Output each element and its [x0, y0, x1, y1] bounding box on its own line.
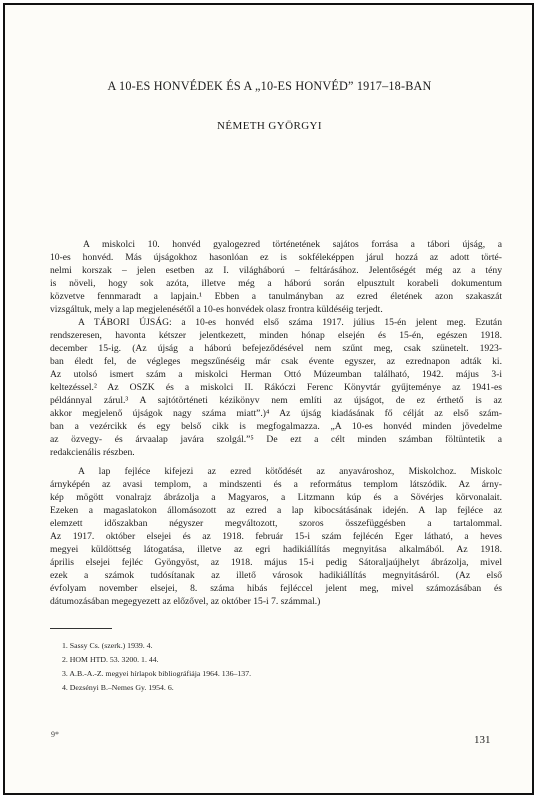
page-number: 131 — [474, 734, 491, 746]
footnote: 3. A.B.-A.-Z. megyei hírlapok bibliográfiája 1964. 136–137. — [62, 669, 252, 678]
body-line: keltezéssel.² Az OSZK és a miskolci II. Rákóczi Ferenc Könyvtár gyűjteménye az 1941-es — [50, 382, 502, 393]
body-line: ban a vezércikk és egy belső cikk is megfogalmazza. „A 10-es honvéd minden jövedelme — [50, 421, 502, 432]
body-line: közvetve fennmaradt a lapjain.¹ Ebben a tanulmányban az ezred életének azon szakaszát — [50, 291, 502, 302]
body-line: A lap fejléce kifejezi az ezred kötődését az anyavároshoz, Miskolchoz. Miskolc — [78, 466, 502, 477]
article-author: NÉMETH GYÖRGYI — [217, 120, 322, 132]
signature-mark: 9* — [51, 730, 59, 739]
body-line: az özvegy- és árvaalap javára szolgál.”⁵ De ezt a célt minden számban föltüntetik a — [50, 434, 502, 445]
body-line: évfolyam november elsejei, 8. száma hibás fejléccel jelent meg, mivel számozásában és — [50, 583, 502, 594]
body-line: ban éledt fel, de végleges megszűnéséig már csak évente egyszer, az ezrednapon adták ki. — [50, 356, 502, 367]
body-line: megyei küldöttség látogatása, illetve az egri hadikiállítás megnyitása alkalmából. Az 1918. — [50, 544, 502, 555]
body-line: április elsejei fejléc Gyöngyöst, az 1918. május 15-i pedig Sátoraljaújhelyt ábrázolja, mivel — [50, 557, 502, 568]
body-line: A TÁBORI ÚJSÁG: a 10-es honvéd első száma 1917. július 15-én jelent meg. Ezután — [78, 317, 502, 328]
body-line: vizsgáltuk, mely a lap megjelenésétől a 10-es honvédek olasz frontra küldéséig terjedt. — [50, 304, 383, 315]
body-line: elemzett időszakban négyszer megváltozott, szoros összefüggésben a tartalommal. — [50, 518, 502, 529]
body-line: példánnyal zárul.³ A sajtótörténeti kézikönyv nem említi az újságot, de ez érthető is az — [50, 395, 502, 406]
body-line: ezek a számok tudósítanak az illető városok hadikiállítás megnyitásáról. (Az első — [50, 570, 502, 581]
body-line: Ezeken a magaslatokon állomásozott az ezred a lap kibocsátásának idején. A lap fejléce az — [50, 505, 502, 516]
body-line: kép mögött vonalrajz ábrázolja a Magyaros, a Litzmann kúp és a Sövérjes körvonalait. — [50, 492, 502, 503]
body-line: redakcienális részben. — [50, 447, 135, 458]
body-line: akkor megjelenő újságok nagy száma miatt”.)⁴ Az újság kiadásának fő célját az első szám- — [50, 408, 502, 419]
footnote: 1. Sassy Cs. (szerk.) 1939. 4. — [62, 641, 153, 650]
body-line: Az utolsó ismert szám a miskolci Herman Ottó Múzeumban található, 1942. május 3-i — [50, 369, 502, 380]
body-line: nelmi korszak – jelen esetben az I. világháború – feltárásához. Jelentőségét még az a tény — [50, 265, 502, 276]
body-line: rendszeresen, havonta kétszer jelentkezett, minden hónap elsején és 15-én, egészen 1918. — [50, 330, 502, 341]
body-line: árnyképén az avasi templom, a mindszenti és a református templom látszódik. Az árny- — [50, 479, 502, 490]
body-line: december 15-ig. (Az újság a háború befejeződésével nem szűnt meg, csak szünetelt. 1923- — [50, 343, 502, 354]
body-line: is növeli, hogy sok azóta, illetve még a háború során elpusztult korabeli dokumentum — [50, 278, 502, 289]
article-title: A 10-ES HONVÉDEK ÉS A „10-ES HONVÉD” 1917–18-BAN — [107, 79, 432, 93]
body-line: dátumozásában megegyezett az előzővel, az október 15-i 7. számmal.) — [50, 596, 321, 607]
footnote-rule — [50, 628, 112, 629]
footnote: 4. Dezsényi B.–Nemes Gy. 1954. 6. — [62, 683, 174, 692]
body-line: A miskolci 10. honvéd gyalogezred történetének sajátos forrása a tábori újság, a — [83, 239, 502, 250]
body-line: Az 1917. október elsejei és az 1918. február 15-i szám fejlécén Eger látható, a heves — [50, 531, 502, 542]
body-line: 10-es honvéd. Más újságokhoz hasonlóan ez is sokféleképpen járul hozzá az adott törté- — [50, 252, 502, 263]
footnote: 2. HOM HTD. 53. 3200. 1. 44. — [62, 655, 159, 664]
